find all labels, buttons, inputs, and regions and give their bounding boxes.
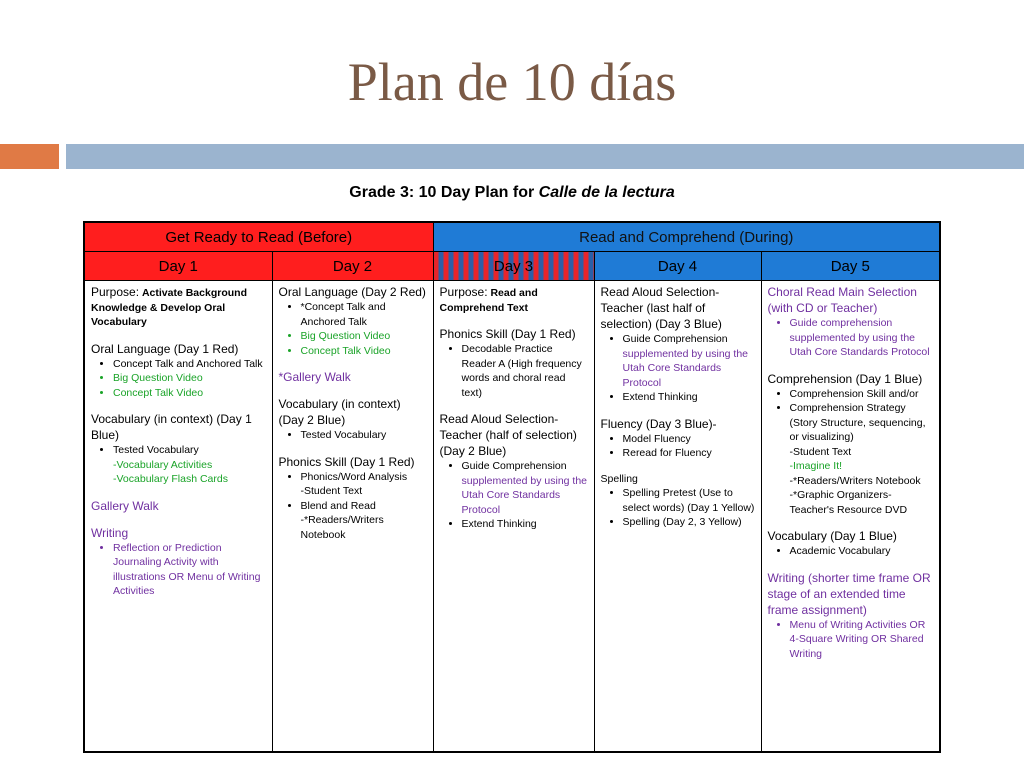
list-item: • Concept Talk and Anchored Talk xyxy=(113,357,267,372)
day3-readaloud-list xyxy=(440,459,589,532)
list-item: • Guide comprehension supplemented by using the Utah Core Standards Protocol xyxy=(790,316,935,360)
day1-vocab-list xyxy=(91,443,267,458)
day4-spelling-list xyxy=(601,486,756,530)
day5-vocab-list xyxy=(768,544,935,559)
day2-phonics-list xyxy=(279,470,428,543)
day2-vocab-heading: Vocabulary (in context) (Day 2 Blue) xyxy=(278,397,401,427)
list-item: • Tested Vocabulary xyxy=(113,443,267,458)
phase-header-before: Get Ready to Read (Before) xyxy=(84,222,433,252)
day-header-3-label: Day 3 xyxy=(493,257,534,275)
day5-comp-list xyxy=(768,387,935,445)
day1-vocab-sub: -Vocabulary Flash Cards xyxy=(113,473,228,485)
list-item: • Extend Thinking xyxy=(462,517,589,532)
accent-bar-blue xyxy=(66,144,1024,169)
list-item: • Phonics/Word Analysis -Student Text xyxy=(301,470,428,499)
day5-choral-list xyxy=(768,316,935,360)
day4-fluency-list xyxy=(601,432,756,461)
day4-readaloud-list xyxy=(601,332,756,405)
day5-comp-sub: -Imagine It! xyxy=(789,460,843,472)
day5-writing-heading: Writing (shorter time frame OR stage of an extended time frame assignment) xyxy=(767,570,931,617)
phase-header-during: Read and Comprehend (During) xyxy=(433,222,940,252)
list-item: • Spelling (Day 2, 3 Yellow) xyxy=(623,515,756,530)
day2-oral-heading: Oral Language (Day 2 Red) xyxy=(278,285,426,299)
day2-phonics-heading: Phonics Skill (Day 1 Red) xyxy=(278,454,415,469)
list-item: • Tested Vocabulary xyxy=(301,428,428,443)
list-item: • Reread for Fluency xyxy=(623,446,756,461)
day4-fluency-heading: Fluency (Day 3 Blue)- xyxy=(600,416,717,431)
day5-vocab-heading: Vocabulary (Day 1 Blue) xyxy=(767,529,897,543)
day3-purpose: Purpose: Read and Comprehend Text xyxy=(439,285,538,314)
list-item: • Menu of Writing Activities OR 4-Square Writing OR Shared Writing xyxy=(790,618,935,662)
day2-oral-list xyxy=(279,300,428,358)
day-header-3 xyxy=(433,252,594,281)
day3-phonics-list xyxy=(440,342,589,400)
day1-cell xyxy=(84,281,272,753)
day5-comp-sub: -*Graphic Organizers- Teacher's Resource DVD xyxy=(789,489,908,516)
day5-cell xyxy=(761,281,940,753)
day-header-1: Day 1 xyxy=(84,252,272,281)
day2-vocab-list xyxy=(279,428,428,443)
list-item: • Comprehension Strategy (Story Structure, sequencing, or visualizing) xyxy=(790,401,935,445)
day4-readaloud-heading: Read Aloud Selection- Teacher (last half of selection) (Day 3 Blue) xyxy=(600,285,722,331)
list-item: • Concept Talk Video xyxy=(113,386,267,401)
ten-day-plan-table xyxy=(83,221,941,753)
day3-phonics-heading: Phonics Skill (Day 1 Red) xyxy=(439,327,576,341)
day5-comp-heading: Comprehension (Day 1 Blue) xyxy=(767,371,923,386)
day1-vocab-heading: Vocabulary (in context) (Day 1 Blue) xyxy=(91,412,252,442)
list-item: • Concept Talk Video xyxy=(301,344,428,359)
day1-oral-heading: Oral Language (Day 1 Red) xyxy=(91,341,239,356)
day4-spelling-heading: Spelling xyxy=(600,472,638,485)
day-header-4: Day 4 xyxy=(594,252,761,281)
list-item: • Guide Comprehension supplemented by using the Utah Core Standards Protocol xyxy=(462,459,589,517)
list-item: • Guide Comprehension supplemented by using the Utah Core Standards Protocol xyxy=(623,332,756,390)
list-item: • Model Fluency xyxy=(623,432,756,447)
day2-gallery-walk: *Gallery Walk xyxy=(278,370,351,384)
day1-oral-list xyxy=(91,357,267,401)
list-item: • *Concept Talk and Anchored Talk xyxy=(301,300,428,329)
slide-title: Plan de 10 días xyxy=(347,52,677,112)
day5-comp-sub: -*Readers/Writers Notebook xyxy=(789,474,921,487)
list-item: • Extend Thinking xyxy=(623,390,756,405)
day1-writing-heading: Writing xyxy=(91,525,129,540)
day1-gallery-walk: Gallery Walk xyxy=(91,498,159,513)
day1-purpose: Purpose: Activate Background Knowledge & Develop Oral Vocabulary xyxy=(91,285,247,328)
list-item: • Academic Vocabulary xyxy=(790,544,935,559)
list-item: • Spelling Pretest (Use to select words) (Day 1 Yellow) xyxy=(623,486,756,515)
day3-cell xyxy=(433,281,594,753)
heading-prefix: Grade 3: 10 Day Plan for xyxy=(349,184,539,201)
list-item: • Big Question Video xyxy=(301,329,428,344)
day-header-2: Day 2 xyxy=(272,252,433,281)
document-heading xyxy=(0,182,1024,204)
list-item: • Comprehension Skill and/or xyxy=(790,387,935,402)
list-item: • Decodable Practice Reader A (High frequency words and choral read text) xyxy=(462,342,589,400)
day5-writing-list xyxy=(768,618,935,662)
day1-writing-list xyxy=(91,541,267,599)
day2-cell xyxy=(272,281,433,753)
day5-choral-heading: Choral Read Main Selection (with CD or Teacher) xyxy=(767,285,917,315)
day5-comp-sub: -Student Text xyxy=(789,445,852,458)
accent-bar-orange xyxy=(0,144,59,169)
list-item: • Reflection or Prediction Journaling Activity with illustrations OR Menu of Writing Activities xyxy=(113,541,267,599)
day-header-5: Day 5 xyxy=(761,252,940,281)
heading-book-title: Calle de la lectura xyxy=(538,184,675,201)
day4-cell xyxy=(594,281,761,753)
list-item: • Big Question Video xyxy=(113,371,267,386)
day1-vocab-sub: -Vocabulary Activities xyxy=(113,458,213,471)
day3-readaloud-heading: Read Aloud Selection- Teacher (half of selection) (Day 2 Blue) xyxy=(439,412,577,458)
list-item: • Blend and Read -*Readers/Writers Notebook xyxy=(301,499,428,543)
